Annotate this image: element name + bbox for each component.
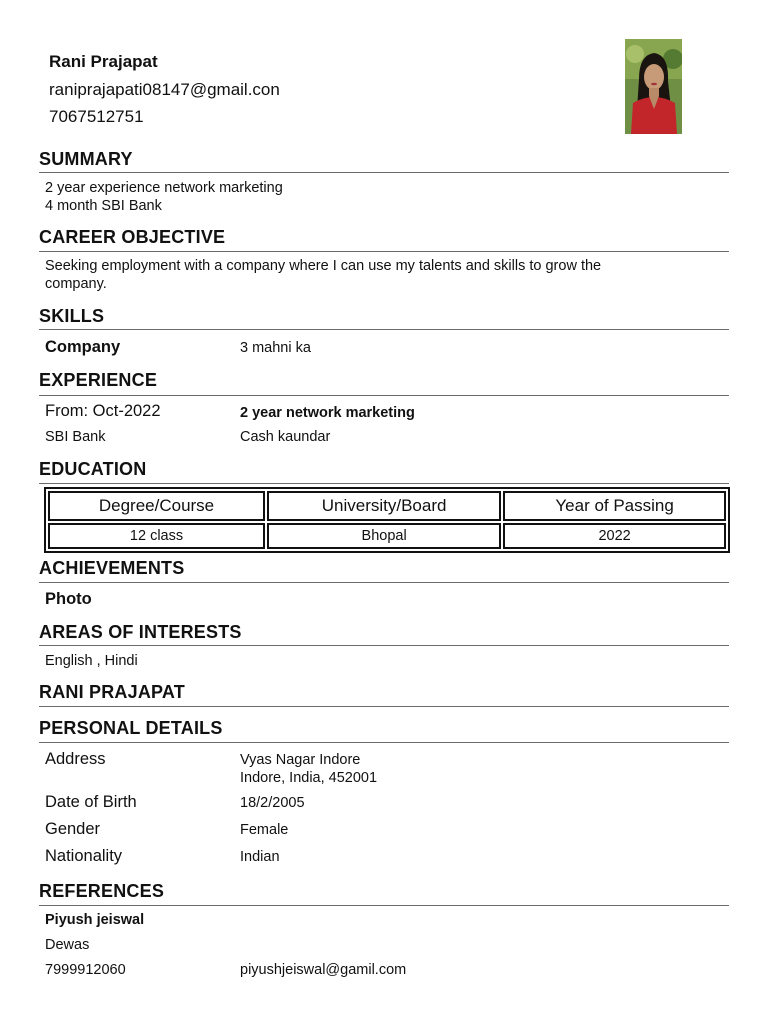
- achievement-item: Photo: [45, 590, 92, 608]
- phone-text: 7067512751: [49, 107, 144, 126]
- section-divider: [39, 742, 729, 743]
- profile-photo-illustration: [625, 39, 682, 134]
- section-divider: [39, 395, 729, 396]
- reference-email: piyushjeiswal@gamil.com: [240, 962, 407, 978]
- address-line: Indore, India, 452001: [240, 770, 378, 786]
- dob-label: Date of Birth: [45, 793, 137, 811]
- section-divider: [39, 905, 729, 906]
- section-title-name: RANI PRAJAPAT: [39, 682, 185, 702]
- skill-value: 3 mahni ka: [240, 340, 311, 356]
- section-title-experience: EXPERIENCE: [39, 370, 158, 390]
- experience-detail: Cash kaundar: [240, 429, 331, 445]
- experience-from: From: Oct-2022: [45, 402, 161, 420]
- address-line: Vyas Nagar Indore: [240, 752, 361, 768]
- skill-label: Company: [45, 338, 121, 356]
- education-header-cell: University/Board: [267, 491, 501, 521]
- section-divider: [39, 483, 729, 484]
- section-title-personal-details: PERSONAL DETAILS: [39, 718, 223, 738]
- summary-line: 2 year experience network marketing: [45, 180, 283, 196]
- summary-line: 4 month SBI Bank: [45, 198, 162, 214]
- section-title-interests: AREAS OF INTERESTS: [39, 622, 242, 642]
- experience-company: SBI Bank: [45, 429, 106, 445]
- interests-value: English , Hindi: [45, 653, 138, 669]
- gender-value: Female: [240, 822, 289, 838]
- section-divider: [39, 251, 729, 252]
- gender-label: Gender: [45, 820, 101, 838]
- section-title-skills: SKILLS: [39, 306, 105, 326]
- section-divider: [39, 706, 729, 707]
- objective-line: company.: [45, 276, 107, 292]
- objective-line: Seeking employment with a company where I can use my talents and skills to grow the: [45, 258, 602, 274]
- reference-city: Dewas: [45, 937, 90, 953]
- experience-role: 2 year network marketing: [240, 405, 415, 421]
- nationality-value: Indian: [240, 849, 280, 865]
- section-title-achievements: ACHIEVEMENTS: [39, 558, 185, 578]
- address-label: Address: [45, 750, 106, 768]
- section-divider: [39, 645, 729, 646]
- section-divider: [39, 582, 729, 583]
- education-cell: Bhopal: [267, 523, 501, 549]
- table-row: [48, 523, 726, 549]
- education-cell: 2022: [503, 523, 726, 549]
- email-text: raniprajapati08147@gmail.con: [49, 80, 280, 99]
- education-cell: 12 class: [48, 523, 265, 549]
- nationality-label: Nationality: [45, 847, 123, 865]
- profile-photo: [625, 39, 682, 134]
- section-divider: [39, 172, 729, 173]
- section-title-summary: SUMMARY: [39, 149, 133, 169]
- section-divider: [39, 329, 729, 330]
- education-table: [44, 487, 730, 553]
- education-header-cell: Year of Passing: [503, 491, 726, 521]
- section-title-career-objective: CAREER OBJECTIVE: [39, 227, 226, 247]
- section-title-references: REFERENCES: [39, 881, 165, 901]
- dob-value: 18/2/2005: [240, 795, 305, 811]
- section-title-education: EDUCATION: [39, 459, 147, 479]
- education-header-cell: Degree/Course: [48, 491, 265, 521]
- candidate-name: Rani Prajapat: [49, 52, 158, 71]
- education-table-header: [48, 491, 726, 521]
- reference-name: Piyush jeiswal: [45, 912, 145, 928]
- reference-phone: 7999912060: [45, 962, 126, 978]
